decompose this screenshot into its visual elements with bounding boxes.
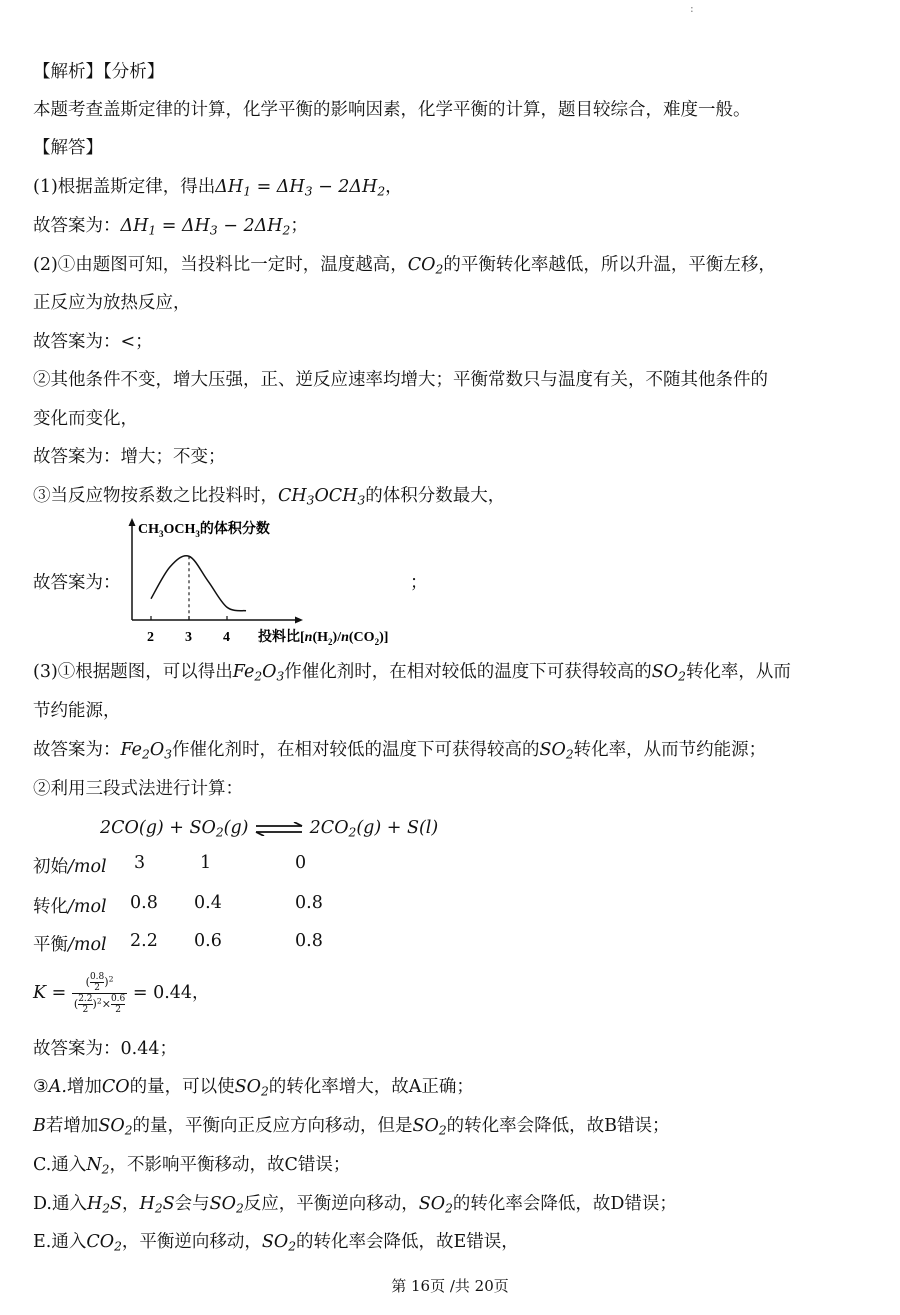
equation-lhs-2: (g) [223, 818, 249, 838]
page-footer: 第 16页 /共 20页 [391, 1277, 509, 1295]
answer-3-text-c: 转化率，从而 [685, 662, 791, 682]
so2-formula-8: $SO_2$ [261, 1232, 297, 1254]
answer-2-line [33, 252, 776, 278]
answer-3-text-b: 作催化剂时，在相对较低的温度下可获得较高的 [284, 662, 652, 682]
so2-formula: $SO_2$ [651, 662, 686, 684]
option-d-text-d: 的转化率会降低，故D错误； [452, 1194, 677, 1214]
answer-k-conclusion: 故答案为：0.44； [33, 1039, 177, 1059]
answer-2c-text-b: 的体积分数最大， [365, 486, 506, 506]
cell-change-co: 0.8 [130, 893, 158, 913]
answer-1-line: (1)根据盖斯定律，得出$\Delta H_1 = \Delta H_3 - 2\Delta H_2$， [33, 177, 403, 199]
answer-2-conclusion: 故答案为：<； [33, 332, 153, 352]
option-e-text-a: E.通入 [33, 1232, 87, 1252]
option-d: D.通入$H_2S$，$H_2S$会与$SO_2$反应，平衡逆向移动，$SO_2$的转化率会降低，故D错误； [33, 1194, 677, 1216]
answer-2-text-a: (2)①由题图可知，当投料比一定时，温度越高， [33, 255, 408, 275]
option-b [33, 1113, 670, 1139]
answer-1-conclusion: 故答案为：$\Delta H_1 = \Delta H_3 - 2\Delta H_2$； [33, 216, 308, 238]
equilibrium-arrow-icon [254, 822, 304, 836]
cell-eq-co2: 0.8 [295, 931, 323, 951]
section-answer-heading: 【解答】 [33, 138, 103, 158]
option-c-text-a: C.通入 [33, 1155, 87, 1175]
chart-series-line [151, 556, 246, 611]
answer-3-line [33, 659, 791, 685]
equation-lhs: 2CO(g) + SO [100, 818, 216, 838]
hess-equation: $\Delta H_1 = \Delta H_3 - 2\Delta H_2$ [215, 177, 386, 199]
answer-3c-text-b: 作催化剂时，在相对较低的温度下可获得较高的 [172, 740, 540, 760]
option-e-text-b: ，平衡逆向移动， [121, 1232, 262, 1252]
cell-initial-co2: 0 [295, 853, 307, 873]
so2-formula-6: $SO_2$ [209, 1194, 244, 1216]
co2-formula-2: $CO_2$ [86, 1232, 122, 1254]
reaction-equation: $2CO(g) + SO_2(g) 2CO_2(g) + S(l)$ [100, 818, 439, 840]
option-b-letter: B [33, 1116, 46, 1136]
cell-eq-co: 2.2 [130, 931, 158, 951]
so2-formula-3: $SO_2$ [234, 1077, 269, 1099]
header-mark: : [690, 2, 694, 15]
answer-prefix-3: 故答案为： [33, 740, 121, 760]
analysis-text: 本题考查盖斯定律的计算，化学平衡的影响因素，化学平衡的计算，题目较综合，难度一般。 [33, 100, 751, 120]
cell-initial-co: 3 [134, 853, 146, 873]
cell-eq-so2: 0.6 [194, 931, 222, 951]
chart-x-tick-label-2: 2 [147, 630, 154, 645]
option-a-letter: A. [48, 1077, 67, 1097]
option-e-text-c: 的转化率会降低，故E错误， [296, 1232, 519, 1252]
three-stage-heading: ②利用三段式法进行计算： [33, 779, 243, 799]
volume-fraction-chart [120, 515, 420, 650]
row-label-equilibrium: 平衡/mol [33, 935, 107, 955]
k-fraction: ( $\frac{0.8}{2}$ )$^2$ ( $\frac{2.2}{2}$ )$^2$× $\frac{0.6}{2}$ [73, 972, 126, 1015]
option-b-text-c: 的转化率会降低，故B错误； [446, 1116, 670, 1136]
co-formula: CO [101, 1077, 130, 1097]
n2-formula: $N_2$ [86, 1155, 110, 1177]
option-a-text-a: 增加 [66, 1077, 102, 1097]
option-c [33, 1152, 350, 1178]
co2-formula: $CO_2$ [407, 255, 444, 277]
circle-3: ③ [33, 1077, 49, 1097]
option-d-text-c: 反应，平衡逆向移动， [243, 1194, 419, 1214]
option-e [33, 1229, 519, 1255]
k-symbol: K = [33, 983, 67, 1003]
answer-prefix: 故答案为： [33, 216, 121, 236]
k-comma: ， [192, 983, 210, 1003]
answer-2c-text-a: ③当反应物按系数之比投料时， [33, 486, 278, 506]
h2s-formula-2: $H_2S$ [139, 1194, 175, 1216]
option-a [33, 1074, 474, 1100]
cell-change-co2: 0.8 [295, 893, 323, 913]
hess-equation-2: $\Delta H_1 = \Delta H_3 - 2\Delta H_2$ [120, 216, 291, 238]
so2-formula-7: $SO_2$ [418, 1194, 453, 1216]
chart-x-label: 投料比$[n(H_2)/n(CO_2)]$ [258, 630, 389, 647]
option-b-text-a: 若增加 [45, 1116, 99, 1136]
row-label-initial: 初始/mol [33, 857, 107, 877]
option-b-text-b: 的量，平衡向正反应方向移动，但是 [132, 1116, 413, 1136]
answer-3-conclusion [33, 737, 766, 763]
k-calculation [33, 972, 210, 1015]
option-c-text-b: ，不影响平衡移动，故C错误； [109, 1155, 351, 1175]
chart-x-tick-label-4: 4 [223, 630, 230, 645]
answer-2-text-b: 的平衡转化率越低，所以升温，平衡左移， [443, 255, 776, 275]
cell-initial-so2: 1 [200, 853, 212, 873]
chart-y-label: $CH_3OCH_3$的体积分数 [138, 522, 270, 539]
answer-3-text-a: (3)①根据题图，可以得出 [33, 662, 233, 682]
so2-formula-4: $SO_2$ [98, 1116, 133, 1138]
answer-1-text: (1)根据盖斯定律，得出 [33, 177, 216, 197]
fe2o3-formula-2: $Fe_2O_3$ [120, 740, 172, 762]
answer-2-cont: 正反应为放热反应， [33, 293, 191, 313]
option-d-text-a: D.通入 [33, 1194, 87, 1214]
option-a-text-b: 的量，可以使 [129, 1077, 235, 1097]
answer-2b-line: ②其他条件不变，增大压强，正、逆反应速率均增大；平衡常数只与温度有关，不随其他条件的 [33, 370, 768, 390]
cell-change-so2: 0.4 [194, 893, 222, 913]
fe2o3-formula: $Fe_2O_3$ [232, 662, 285, 684]
chart-x-tick-label-3: 3 [185, 630, 192, 645]
h2s-formula: $H_2S$ [86, 1194, 123, 1216]
answer-2b-conclusion: 故答案为：增大；不变； [33, 447, 226, 467]
section-analysis-heading: 【解析】【分析】 [33, 62, 165, 82]
equation-rhs: 2CO [309, 818, 349, 838]
ch3och3-formula: $CH_3OCH_3$ [278, 486, 366, 508]
equation-rhs-2: (g) + S(l) [356, 818, 439, 838]
answer-2b-cont: 变化而变化， [33, 409, 138, 429]
answer-2c-semicolon: ； [410, 573, 428, 593]
row-label-change: 转化/mol [33, 897, 107, 917]
k-result: = 0.44 [132, 983, 193, 1003]
answer-3c-text-c: 转化率，从而节约能源； [573, 740, 767, 760]
so2-formula-5: $SO_2$ [412, 1116, 447, 1138]
answer-3-cont: 节约能源， [33, 701, 121, 721]
option-d-text-b: 会与 [174, 1194, 210, 1214]
so2-formula-2: $SO_2$ [539, 740, 574, 762]
option-a-text-c: 的转化率增大，故A正确； [268, 1077, 474, 1097]
answer-2c-line [33, 483, 505, 509]
answer-2c-prefix: 故答案为： [33, 573, 121, 593]
